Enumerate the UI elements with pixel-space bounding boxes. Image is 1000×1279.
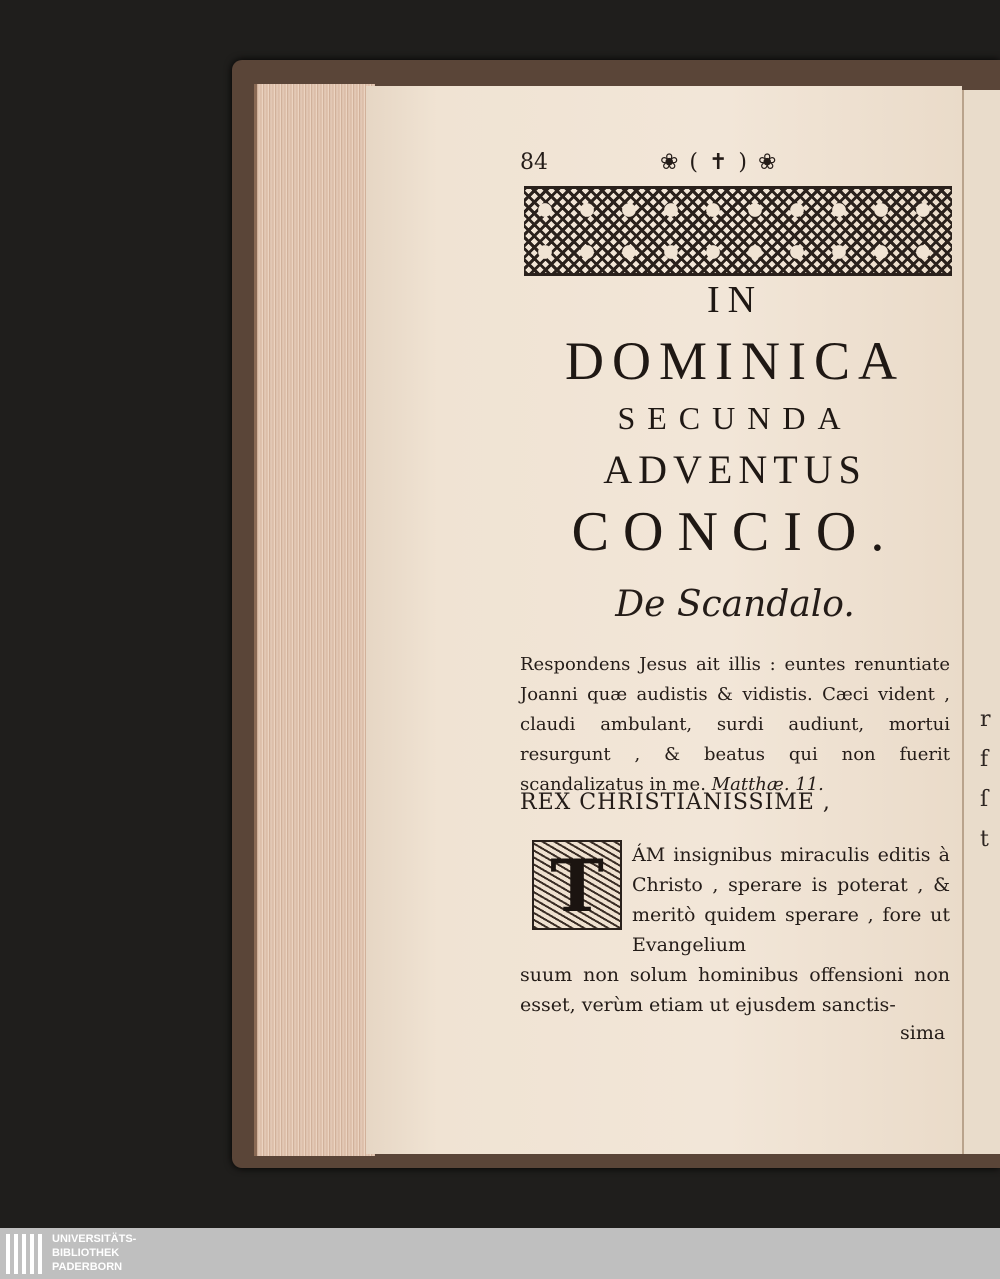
body-text-indented: ÁM insignibus miraculis editis à Christo , sperare is poterat , & meritò quidem sperare , fore ut Evangelium	[632, 844, 950, 956]
running-head: ❀ ( ✝ ) ❀	[660, 150, 779, 175]
logo-line-2: BIBLIOTHEK	[52, 1247, 120, 1259]
facing-page-strip	[962, 90, 1000, 1154]
body-text-full: suum non solum hominibus offensioni non esset, verùm etiam ut ejusdem sanctis-	[520, 964, 950, 1016]
footer-bar	[0, 1228, 1000, 1279]
epigraph	[520, 650, 950, 800]
title-line-4: ADVENTUS	[603, 447, 867, 492]
library-logo-text	[52, 1232, 136, 1274]
drop-cap: T	[532, 840, 622, 930]
title-line-3: SECUNDA	[617, 400, 853, 436]
title-line-1: IN	[706, 279, 764, 321]
library-logo-icon	[6, 1234, 44, 1274]
epigraph-text: Respondens Jesus ait illis : euntes renuntiate Joanni quæ audistis & vidistis. Cæci vident , claudi ambulant, surdi audiunt, mortui resurgunt , & beatus qui non fuerit scandalizatus in me.	[520, 654, 950, 795]
catchword: sima	[900, 1022, 946, 1044]
page-number: 84	[520, 150, 548, 175]
logo-line-1: UNIVERSITÄTS-	[52, 1233, 137, 1245]
title-line-5: CONCIO.	[571, 501, 899, 563]
page-header	[520, 150, 950, 180]
title-line-2: DOMINICA	[565, 331, 905, 391]
ornamental-border	[524, 186, 952, 276]
logo-line-3: PADERBORN	[52, 1261, 123, 1273]
subtitle: De Scandalo.	[615, 584, 855, 625]
page-edges	[254, 84, 375, 1156]
address-line: REX CHRISTIANISSIME ,	[520, 790, 831, 815]
epigraph-reference: Matthæ. 11.	[711, 774, 824, 795]
facing-page-text: r f ſ t	[980, 707, 991, 852]
